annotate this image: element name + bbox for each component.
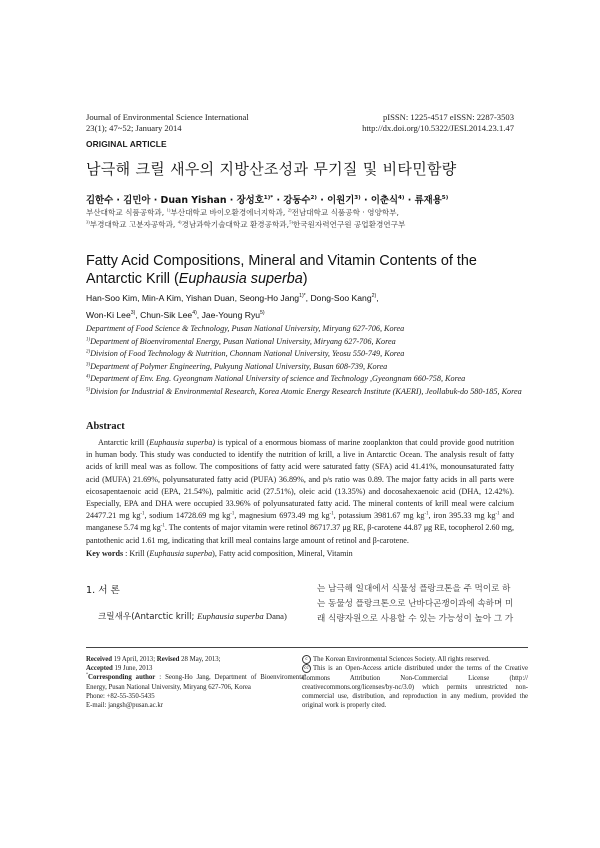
- author-affiliation-mark: 4): [192, 310, 197, 317]
- author: Yishan Duan: [185, 293, 235, 303]
- english-authors: Han-Soo Kim, Min-A Kim, Yishan Duan, Seong-Ho Jang$^{1)*}$, Dong-Soo Kang$^{2)}$, Won-Ki Lee$^{3)}$, Chun-Sik Lee$^{4)}$, Jae-Young Ryu$^{5)}$: [86, 293, 379, 320]
- author-affiliation-mark: 1)*: [299, 293, 306, 300]
- author-affiliation-mark: 2): [310, 194, 317, 201]
- english-title-line2: [86, 270, 526, 288]
- affiliation: $^{2)}$Division of Food Technology & Nutrition, Chonnam National University, Yeosu 550-749, Korea: [86, 349, 405, 359]
- korean-authors: 김한수 · 김민아 · Duan Yishan · 장성호$^{1)*}$ · 강동수$^{2)}$ · 이원기$^{3)}$ · 이춘식$^{4)}$ · 류재용$^{5)}$: [86, 194, 449, 206]
- article-type: ORIGINAL ARTICLE: [86, 139, 167, 149]
- author: 강동수: [283, 195, 311, 206]
- intro-left-column: 크릴새우(Antarctic krill; Euphausia superba Dana): [98, 611, 287, 622]
- english-title-line1: Fatty Acid Compositions, Mineral and Vitamin Contents of the: [86, 253, 477, 269]
- title-species: Euphausia superba: [178, 271, 303, 287]
- english-title: [86, 252, 526, 288]
- author-affiliation-mark: 1)*: [263, 194, 274, 201]
- author: Chun-Sik Lee: [140, 310, 193, 320]
- author: Won-Ki Lee: [86, 310, 131, 320]
- affiliation: $^{5)}$Division for Industrial & Environmental Research, Korea Atomic Energy Research Institute (KAERI), Jeollabuk-do 580-185, Korea: [86, 386, 522, 396]
- author: 류재용: [414, 195, 442, 206]
- author: Jae-Young Ryu: [201, 310, 261, 320]
- author: Dong-Soo Kang: [310, 293, 372, 303]
- affiliation: 경남과학기술대학교 환경공학과,: [181, 220, 290, 229]
- author: 이원기: [327, 195, 355, 206]
- footnote-license: c The Korean Environmental Sciences Society. All rights reserved. cc This is an Open-Access article distributed under the terms of the Creative Commons Attribution Non-Commercial License (http:// creativecommons.org/licenses/by-nc/3.0) which permits unrestricted non-commercial use, distribution, and reproduction in any medium, provided the original work is properly cited.: [302, 656, 528, 710]
- journal-header-left: [86, 112, 249, 134]
- author-affiliation-mark: 4): [398, 194, 405, 201]
- copyright-icon: c: [302, 655, 311, 664]
- title-suffix: ): [302, 271, 308, 287]
- author-affiliation-mark: 5): [441, 194, 449, 201]
- author: Han-Soo Kim: [86, 293, 138, 303]
- affiliation: Department of Food Science & Technology, Pusan National University, Miryang 627-706, Korea: [86, 324, 405, 333]
- english-affiliations: [86, 323, 526, 399]
- keywords: Key words : Krill (Euphausia superba), Fatty acid composition, Mineral, Vitamin: [86, 549, 353, 558]
- author: 이춘식: [370, 195, 399, 206]
- author-affiliation-mark: 5): [260, 310, 265, 317]
- affiliation: 부경대학교 고분자공학과,: [89, 220, 178, 229]
- abstract-species: Euphausia superba): [149, 438, 216, 447]
- keywords-label: Key words: [86, 549, 124, 558]
- issn: pISSN: 1225-4517 eISSN: 2287-3503: [382, 112, 514, 122]
- affiliation: 한국원자력연구원 공업환경연구부: [292, 220, 406, 229]
- intro-line: 래 식량자원으로 사용할 수 있는 가능성이 높아 그 가: [317, 614, 514, 625]
- doi-link[interactable]: http://dx.doi.org/10.5322/JESI.2014.23.1.47: [362, 123, 514, 133]
- intro-line: 는 동물성 플랑크톤으로 난바다곤쟁이과에 속하며 미: [317, 599, 514, 610]
- author: 김민아: [123, 195, 151, 206]
- footnote-divider: [86, 647, 528, 648]
- author: 김한수: [86, 195, 114, 206]
- journal-header-right: [362, 112, 514, 134]
- affiliation: $^{1)}$Department of Bioenviromental Energy, Pusan National University, Miryang 627-706, Korea: [86, 336, 396, 346]
- author: 장성호: [236, 195, 264, 206]
- email[interactable]: E-mail: jangsh@pusan.ac.kr: [86, 702, 164, 710]
- korean-title: 남극해 크릴 새우의 지방산조성과 무기질 및 비타민함량: [86, 160, 457, 178]
- phone: Phone: +82-55-350-5435: [86, 692, 155, 700]
- intro-right-column: [317, 582, 527, 628]
- creative-commons-icon: cc: [302, 664, 311, 673]
- title-prefix: Antarctic Krill (: [86, 271, 179, 287]
- korean-affiliations: 부산대학교 식품공학과, $^{1)}$부산대학교 바이오환경에너지학과, $^{2)}$전남대학교 식품공학 · 영양학부, $^{3)}$부경대학교 고분자공학과, $^{4)}$경남과학기술대학교 환경공학과,$^{5)}$한국원자력연구원 공업환경연구부: [86, 207, 406, 229]
- footnote-dates: Received 19 April, 2013; Revised 28 May, 2013; Accepted 19 June, 2013 *Corresponding author : Seong-Ho Jang, Department of Bioenviromental Energy, Pusan National University, Miryang 627-706, Korea Phone: +82-55-350-5435 E-mail: jangsh@pusan.ac.kr: [86, 656, 306, 710]
- author: Min-A Kim: [141, 293, 182, 303]
- intro-line: 는 남극해 일대에서 식물성 플랑크톤을 주 먹이로 하: [317, 584, 511, 594]
- author-affiliation-mark: 2): [371, 293, 377, 300]
- volume-pages: 23(1); 47~52; January 2014: [86, 123, 182, 133]
- author: Duan Yishan: [160, 195, 227, 206]
- author: Seong-Ho Jang: [239, 293, 300, 303]
- affiliation: $^{3)}$Department of Polymer Engineering, Pukyung National University, Busan 608-739, Korea: [86, 361, 388, 371]
- author-affiliation-mark: 3): [354, 194, 361, 201]
- affiliation: 부산대학교 바이오환경에너지학과,: [170, 208, 288, 217]
- abstract-body: Antarctic krill (Euphausia superba) is typical of a enormous biomass of marine zooplankton that could provide good nutrition in human body. This study was conducted to identify the nutrition of krill, a live in Antarctic Ocean. The analysis result of fatty acids of krill meal was as follow. The compositions of fatty acid were saturated fatty (SFA) acid 41.41%, monounsaturated fatty acid (MUFA) 21.69%, polyunsaturated fatty acid (PUFA) 36.89%, and p/s ratio was 0.89. The major fatty acids in all parts were eicosapentaenoic acid (EPA, 21.54%), palmitic acid (27.51%), oleic acid (13.35%) and docosahexaenoic acid (DHA, 12.42%). Especially, EPA and DHA were occupied 33.96% of polyunsaturated fatty acid. The mineral contents of krill meal were calcium 24477.21 mg $kg^{-1}$, sodium 14728.69 mg $kg^{-1}$, magnesium 6973.49 mg $kg^{-1}$, potassium 3981.67 mg $kg^{-1}$, iron 395.33 mg $kg^{-1}$ and manganese 5.74 mg $kg^{-1}$. The contents of major vitamin were retinol 86717.37 μg RE, β-carotene 44.87 μg RE, tocopherol 2.60 mg, pantothenic acid 1.61 mg, indicating that krill meal contains large amount of retinol and β-carotene.: [86, 438, 515, 545]
- affiliation: 전남대학교 식품공학 · 영양학부,: [291, 208, 399, 217]
- affiliation: 부산대학교 식품공학과,: [86, 208, 167, 217]
- journal-name: Journal of Environmental Science International: [86, 112, 249, 122]
- abstract-heading: Abstract: [86, 421, 125, 432]
- affiliation: $^{4)}$Department of Env. Eng. Gyeongnam National University of science and Technology ,Gyeongnam 660-758, Korea: [86, 374, 466, 384]
- author-affiliation-mark: 3): [130, 310, 136, 317]
- section-heading-introduction: 1. 서 론: [86, 585, 120, 596]
